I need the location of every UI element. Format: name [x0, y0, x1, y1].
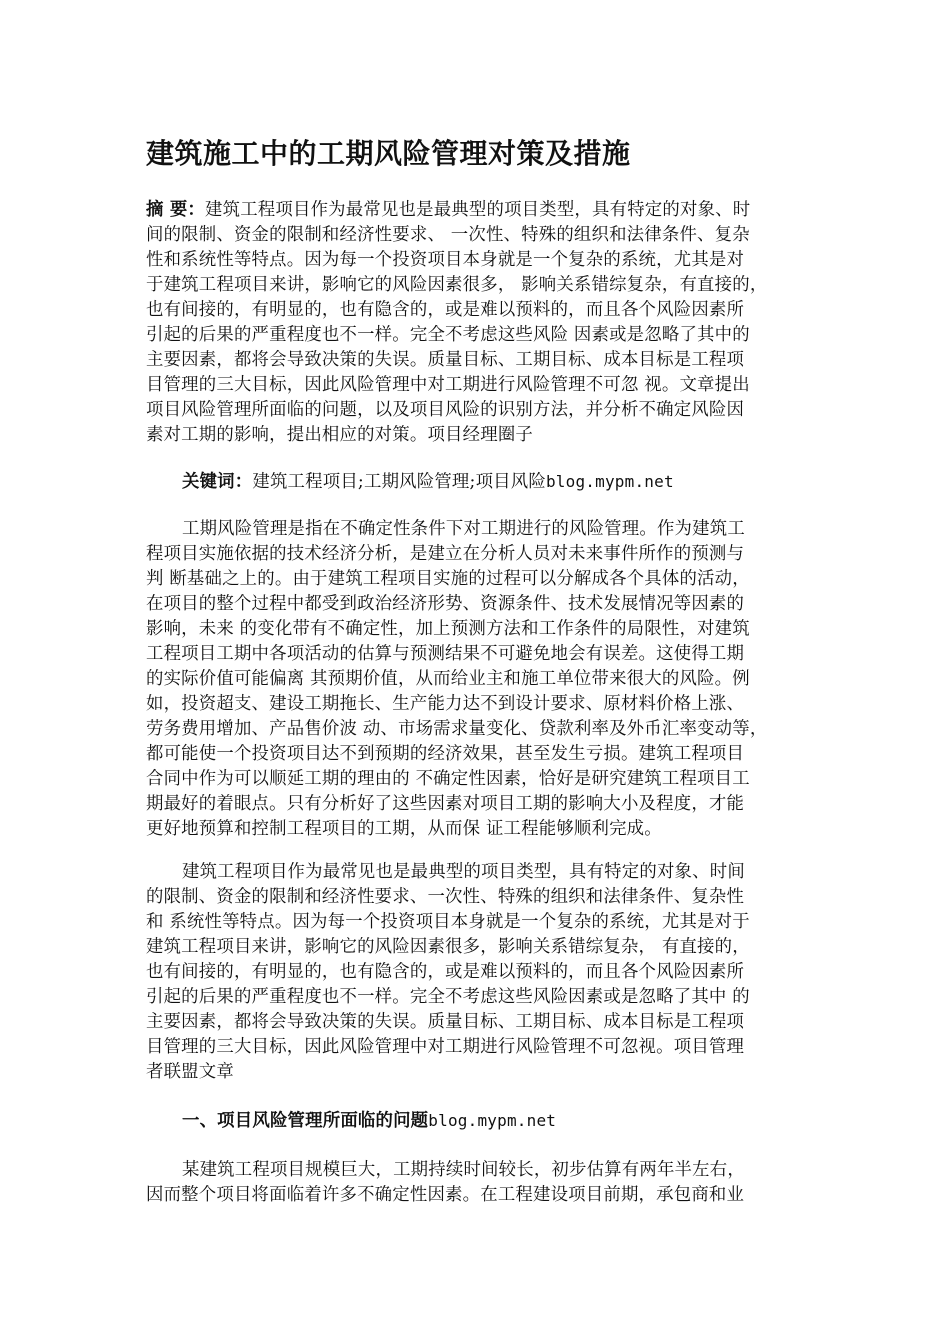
abstract-line: 性和系统性等特点。因为每一个投资项目本身就是一个复杂的系统，尤其是对: [146, 250, 745, 270]
abstract-line: 项目风险管理所面临的问题，以及项目风险的识别方法，并分析不确定风险因: [146, 400, 745, 420]
abstract-line: 引起的后果的严重程度也不一样。完全不考虑这些风险 因素或是忽略了其中的: [146, 325, 750, 345]
body-line: 的限制、资金的限制和经济性要求、一次性、特殊的组织和法律条件、复杂性: [146, 887, 745, 907]
body-line: 判 断基础之上的。由于建筑工程项目实施的过程可以分解成各个具体的活动，: [146, 569, 750, 589]
body-line: 合同中作为可以顺延工期的理由的 不确定性因素，恰好是研究建筑工程项目工: [146, 769, 750, 789]
body-line: 更好地预算和控制工程项目的工期，从而保 证工程能够顺利完成。: [146, 819, 662, 839]
body-line: 主要因素，都将会导致决策的失误。质量目标、工期目标、成本目标是工程项: [146, 1012, 745, 1032]
section-heading-watermark: blog.mypm.net: [428, 1111, 557, 1130]
body-line: 程项目实施依据的技术经济分析，是建立在分析人员对未来事件所作的预测与: [146, 544, 745, 564]
body-line: 如，投资超支、建设工期拖长、生产能力达不到设计要求、原材料价格上涨、: [146, 694, 745, 714]
abstract-line: 于建筑工程项目来讲，影响它的风险因素很多， 影响关系错综复杂，有直接的，: [146, 275, 768, 295]
keywords-line: [146, 469, 816, 494]
body-line: 劳务费用增加、产品售价波 动、市场需求量变化、贷款利率及外币汇率变动等，: [146, 719, 768, 739]
body-line: 因而整个项目将面临着许多不确定性因素。在工程建设项目前期，承包商和业: [146, 1185, 745, 1205]
body-line: 和 系统性等特点。因为每一个投资项目本身就是一个复杂的系统，尤其是对于: [146, 912, 750, 932]
abstract-line: 间的限制、资金的限制和经济性要求、 一次性、特殊的组织和法律条件、复杂: [146, 225, 750, 245]
body-paragraph-3: [146, 1158, 816, 1208]
body-line: 建筑工程项目作为最常见也是最典型的项目类型，具有特定的对象、时间: [182, 862, 745, 882]
abstract-line: 摘 要：建筑工程项目作为最常见也是最典型的项目类型，具有特定的对象、时: [146, 200, 751, 220]
abstract-line: 目管理的三大目标，因此风险管理中对工期进行风险管理不可忽 视。文章提出: [146, 375, 750, 395]
body-line: 者联盟文章: [146, 1062, 234, 1082]
keywords-watermark: blog.mypm.net: [545, 472, 674, 491]
section-heading-1: [146, 1108, 816, 1133]
body-line: 在项目的整个过程中都受到政治经济形势、资源条件、技术发展情况等因素的: [146, 594, 745, 614]
document-title: 建筑施工中的工期风险管理对策及措施: [146, 137, 631, 170]
abstract-line: 素对工期的影响，提出相应的对策。项目经理圈子: [146, 425, 533, 445]
body-line: 也有间接的，有明显的，也有隐含的，或是难以预料的，而且各个风险因素所: [146, 962, 745, 982]
abstract-line: 也有间接的，有明显的，也有隐含的，或是难以预料的，而且各个风险因素所: [146, 300, 745, 320]
body-line: 都可能使一个投资项目达不到预期的经济效果，甚至发生亏损。建筑工程项目: [146, 744, 745, 764]
keywords-label: 关键词：: [182, 472, 253, 492]
abstract-line: 主要因素，都将会导致决策的失误。质量目标、工期目标、成本目标是工程项: [146, 350, 745, 370]
section-heading-text: 一、项目风险管理所面临的问题: [182, 1111, 429, 1131]
body-line: 某建筑工程项目规模巨大，工期持续时间较长，初步估算有两年半左右，: [182, 1160, 745, 1180]
body-line: 工程项目工期中各项活动的估算与预测结果不可避免地会有误差。这使得工期: [146, 644, 745, 664]
body-line: 目管理的三大目标，因此风险管理中对工期进行风险管理不可忽视。项目管理: [146, 1037, 745, 1057]
body-paragraph-2: [146, 860, 816, 1085]
keywords-text: 建筑工程项目;工期风险管理;项目风险: [252, 472, 546, 492]
body-line: 的实际价值可能偏离 其预期价值，从而给业主和施工单位带来很大的风险。例: [146, 669, 750, 689]
body-line: 工期风险管理是指在不确定性条件下对工期进行的风险管理。作为建筑工: [182, 519, 745, 539]
body-line: 建筑工程项目来讲，影响它的风险因素很多，影响关系错综复杂， 有直接的，: [146, 937, 750, 957]
abstract-paragraph: [146, 198, 816, 448]
body-paragraph-1: [146, 517, 816, 842]
body-line: 期最好的着眼点。只有分析好了这些因素对项目工期的影响大小及程度，才能: [146, 794, 745, 814]
body-line: 引起的后果的严重程度也不一样。完全不考虑这些风险因素或是忽略了其中 的: [146, 987, 750, 1007]
abstract-label: 摘 要：: [146, 200, 206, 220]
body-line: 影响，未来 的变化带有不确定性，加上预测方法和工作条件的局限性，对建筑: [146, 619, 750, 639]
